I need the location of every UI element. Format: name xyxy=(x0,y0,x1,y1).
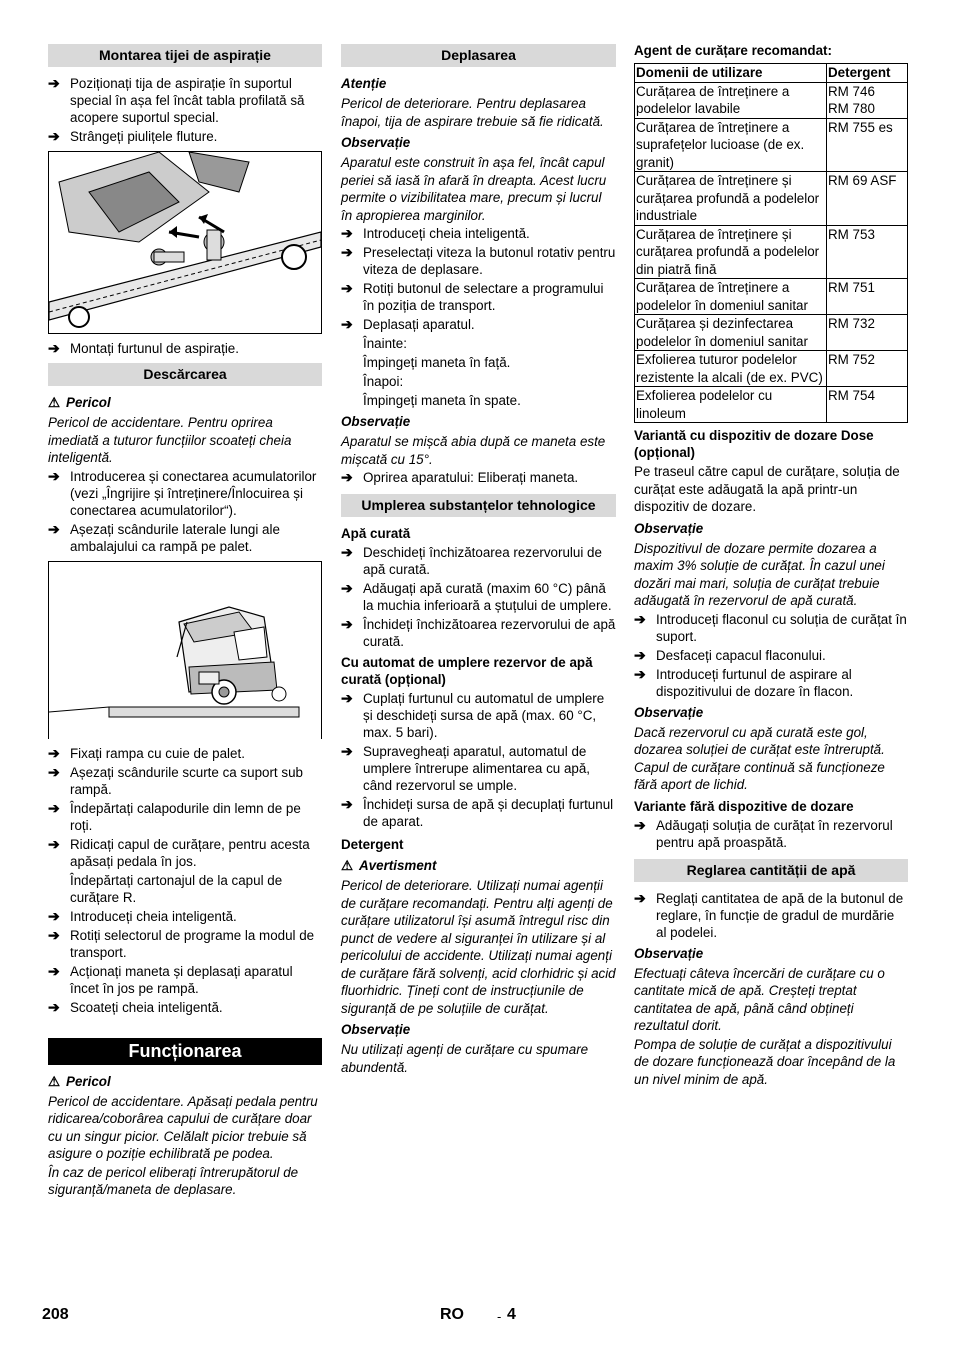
dose-text: Pe traseul către capul de curățare, soluția de curățat este adăugată la apă printr-un dispozitiv de dozare. xyxy=(634,464,900,514)
arrow-right-icon: ➔ xyxy=(48,763,60,780)
list-item xyxy=(634,647,908,664)
list-item xyxy=(341,796,616,830)
list-item xyxy=(48,521,322,555)
pericol-label: ⚠ Pericol xyxy=(48,395,111,410)
list-item-text: Strângeți piulițele fluture. xyxy=(70,129,218,144)
list-item xyxy=(341,580,616,614)
heading-agent: Agent de curățare recomandat: xyxy=(634,43,832,58)
heading-apa-curata: Apă curată xyxy=(341,526,411,541)
arrow-right-icon: ➔ xyxy=(341,316,353,332)
observatie4-label: Observație xyxy=(634,520,704,536)
table-cell-detergent: RM 754 xyxy=(827,387,908,423)
arrow-right-icon: ➔ xyxy=(341,690,353,706)
table-cell-detergent: RM 732 xyxy=(827,315,908,351)
list-item xyxy=(48,963,322,997)
list-item xyxy=(48,764,322,798)
table-row xyxy=(635,118,908,172)
list-item xyxy=(48,908,322,925)
table-header-detergent: Detergent xyxy=(827,64,908,83)
list-item-text: Rotiți butonul de selectare a programului în poziția de transport. xyxy=(363,281,604,313)
observatie6-text-2: Pompa de soluție de curățat a dispozitivului de dozare funcționează doar începând de la un nivel minim de apă. xyxy=(634,1036,896,1087)
illustration-machine-on-pallet xyxy=(48,561,322,739)
list-item-text: Așezați scândurile laterale lungi ale ambalajului ca rampă pe palet. xyxy=(70,521,280,554)
list-item xyxy=(634,611,908,645)
table-row xyxy=(635,225,908,279)
list-item xyxy=(341,244,616,278)
page-number: 208 xyxy=(42,1306,69,1323)
descarcare-steps-2 xyxy=(48,745,322,870)
footer-dash: - xyxy=(497,1309,502,1324)
table-row xyxy=(635,82,908,118)
list-item-text: Închideți închizătoarea rezervorului de apă curată. xyxy=(363,617,616,649)
table-cell-domeniu: Curățarea de întreținere și curățarea profundă a podelelor din piatră fină xyxy=(635,225,827,279)
arrow-right-icon: ➔ xyxy=(341,280,353,296)
arrow-right-icon: ➔ xyxy=(634,665,646,682)
arrow-right-icon: ➔ xyxy=(48,998,60,1015)
column-3 xyxy=(634,44,908,1089)
list-item-text: Introduceți flaconul cu soluția de curățat în suport. xyxy=(656,611,907,644)
deplasare-sub-4: Împingeți maneta în spate. xyxy=(363,393,521,408)
list-item-text: Introduceți furtunul de aspirare al dispozitivului de dozare în flacon. xyxy=(656,666,854,699)
observatie6-text-1: Efectuați câteva încercări de curățare cu o cantitate mică de apă. Creșteți treptat cantitatea de apă, până când obțineți rezultatul dorit. xyxy=(634,965,885,1033)
observatie-label: Observație xyxy=(341,135,411,150)
descarcare-substep: Îndepărtați cartonajul de la capul de curățare R. xyxy=(70,872,283,905)
table-row xyxy=(635,351,908,387)
reglare-step: ➔ Reglați cantitatea de apă de la butonul de reglare, în funcție de gradul de murdărie al podelei. xyxy=(634,889,904,940)
arrow-right-icon: ➔ xyxy=(341,796,353,812)
deplasare-steps xyxy=(341,225,616,333)
warning-triangle-icon: ⚠ xyxy=(48,1073,61,1089)
observatie3-label: Observație xyxy=(341,1022,411,1037)
observatie5-label: Observație xyxy=(634,704,704,720)
table-header-row xyxy=(635,64,908,83)
pericol2-label: ⚠ Pericol xyxy=(48,1073,111,1089)
section-number: 4 xyxy=(507,1306,516,1323)
list-item-text: Deplasați aparatul. xyxy=(363,317,475,332)
descarcare-steps-3 xyxy=(48,908,322,1016)
arrow-right-icon: ➔ xyxy=(48,744,60,761)
observatie3-text: Nu utilizați agenți de curățare cu spumare abundentă. xyxy=(341,1042,589,1075)
language-code: RO xyxy=(440,1306,464,1323)
arrow-right-icon: ➔ xyxy=(341,244,353,260)
table-cell-detergent: RM 755 es xyxy=(827,118,908,172)
heading-fara-dozare: Variante fără dispozitive de dozare xyxy=(634,798,854,814)
montare-after-step: ➔ Montați furtunul de aspirație. xyxy=(48,340,239,356)
observatie6-label: Observație xyxy=(634,945,704,961)
avertisment-text: Pericol de deteriorare. Utilizați numai agenții de curățare recomandați. Pentru alți agenți de curățare utilizatorul își asumă întregul risc din punct de vedere al siguranței în utilizare și al pericolului de accidente. Utilizați numai agenți de curățare fără solvenți, acid clorhidric și acid fluorhidric. Țineți cont de instrucțiunile de siguranță de pe soluțiile de curățat. xyxy=(341,878,616,1016)
column-2 xyxy=(341,44,616,1077)
table-row xyxy=(635,172,908,226)
arrow-right-icon: ➔ xyxy=(634,889,646,906)
observatie4-text: Dispozitivul de dozare permite dozarea a maxim 3% soluție de curățat. În cazul unei dozări mai mari, soluția de curățat trebuie adăugată în rezervorul de apă curată. xyxy=(634,540,885,608)
arrow-right-icon: ➔ xyxy=(48,520,60,537)
dose-steps xyxy=(634,611,908,700)
arrow-right-icon: ➔ xyxy=(48,467,60,484)
list-item-text: Preselectați viteza la butonul rotativ pentru viteza de deplasare. xyxy=(363,245,616,277)
arrow-right-icon: ➔ xyxy=(341,469,353,485)
list-item-text: Fixați rampa cu cuie de palet. xyxy=(70,745,245,761)
deplasare-sub-2: Împingeți maneta în față. xyxy=(363,355,511,370)
arrow-right-icon: ➔ xyxy=(341,616,353,632)
table-row xyxy=(635,315,908,351)
table-cell-detergent: RM 69 ASF xyxy=(827,172,908,226)
montare-steps xyxy=(48,75,322,145)
heading-montarea: Montarea tijei de aspirație xyxy=(48,44,322,67)
atentie-text: Pericol de deteriorare. Pentru deplasarea înapoi, tija de aspirare trebuie să fie ridicată. xyxy=(341,96,604,129)
list-item xyxy=(341,544,616,578)
heading-reglarea: Reglarea cantității de apă xyxy=(634,859,908,882)
heading-deplasarea: Deplasarea xyxy=(341,44,616,67)
illustration-suction-bar xyxy=(48,151,322,334)
list-item xyxy=(48,836,322,870)
table-cell-detergent: RM 752 xyxy=(827,351,908,387)
table-row xyxy=(635,279,908,315)
arrow-right-icon: ➔ xyxy=(634,646,646,663)
deplasare-sub-1: Înainte: xyxy=(363,336,407,351)
apa-steps xyxy=(341,544,616,650)
list-item-text: Așezați scândurile scurte ca suport sub rampă. xyxy=(70,764,303,797)
table-cell-domeniu: Exfolierea tuturor podelelor rezistente la alcali (de ex. PVC) xyxy=(635,351,827,387)
fara-step: ➔ Adăugați soluția de curățat în rezervorul pentru apă proaspătă. xyxy=(634,816,893,850)
pericol2-text-1: Pericol de accidentare. Apăsați pedala pentru ridicarea/coborârea capului de curățare doar cu un singur picior. Celălalt picior trebuie să asigure o poziție echilibrată pe podea. xyxy=(48,1093,318,1161)
arrow-right-icon: ➔ xyxy=(341,225,353,241)
list-item-text: Scoateți cheia inteligentă. xyxy=(70,999,223,1015)
table-cell-domeniu: Curățarea de întreținere a suprafețelor lucioase (de ex. granit) xyxy=(635,118,827,172)
avertisment-label: ⚠ Avertisment xyxy=(341,858,437,873)
table-header-domenii: Domenii de utilizare xyxy=(635,64,827,83)
list-item xyxy=(341,616,616,650)
list-item-text: Desfaceți capacul flaconului. xyxy=(656,647,826,663)
automat-steps xyxy=(341,690,616,830)
list-item-text: Adăugați apă curată (maxim 60 °C) până la muchia inferioară a ștuțului de umplere. xyxy=(363,581,612,613)
table-cell-detergent: RM 753 xyxy=(827,225,908,279)
column-1 xyxy=(48,44,322,1200)
list-item xyxy=(48,999,322,1016)
list-item xyxy=(48,800,322,834)
table-cell-domeniu: Curățarea și dezinfectarea podelelor în domeniul sanitar xyxy=(635,315,827,351)
arrow-right-icon: ➔ xyxy=(48,907,60,924)
table-cell-domeniu: Curățarea de întreținere și curățarea profundă a podelelor industriale xyxy=(635,172,827,226)
table-cell-detergent: RM 746 RM 780 xyxy=(827,82,908,118)
pericol2-text-2: În caz de pericol eliberați întrerupătorul de siguranță/maneta de deplasare. xyxy=(48,1164,299,1197)
list-item-text: Introduceți cheia inteligentă. xyxy=(363,226,530,241)
observatie5-text: Dacă rezervorul cu apă curată este gol, dozarea soluției de curățat este întreruptă. Capul de curățare continuă să funcționeze fără aport de lichid. xyxy=(634,724,885,792)
list-item-text: Introducerea și conectarea acumulatorilor (vezi „Îngrijire și întreținere/Înlocuirea și conectarea acumulatorilor“). xyxy=(70,468,317,518)
arrow-right-icon: ➔ xyxy=(48,128,60,144)
list-item-text: Ridicați capul de curățare, pentru acesta apăsați pedala în jos. xyxy=(70,836,310,869)
list-item-text: Închideți sursa de apă și decuplați furtunul de aparat. xyxy=(363,797,614,829)
warning-triangle-icon: ⚠ xyxy=(48,395,61,410)
arrow-right-icon: ➔ xyxy=(48,962,60,979)
list-item-text: Supravegheați aparatul, automatul de umplere întrerupe alimentarea cu apă, când rezervorul se umple. xyxy=(363,744,591,793)
list-item xyxy=(341,225,616,242)
arrow-right-icon: ➔ xyxy=(48,340,60,356)
arrow-right-icon: ➔ xyxy=(634,610,646,627)
pericol-text: Pericol de accidentare. Pentru oprirea imediată a tuturor funcțiilor scoateți cheia inteligentă. xyxy=(48,415,292,465)
arrow-right-icon: ➔ xyxy=(48,926,60,943)
heading-descarcarea: Descărcarea xyxy=(48,363,322,386)
arrow-right-icon: ➔ xyxy=(48,835,60,852)
list-item-text: Rotiți selectorul de programe la modul de transport. xyxy=(70,927,315,960)
list-item-text: Acționați maneta și deplasați aparatul încet în jos pe rampă. xyxy=(70,963,293,996)
list-item xyxy=(48,128,322,145)
arrow-right-icon: ➔ xyxy=(341,580,353,596)
arrow-right-icon: ➔ xyxy=(48,799,60,816)
warning-triangle-icon: ⚠ xyxy=(341,858,354,873)
list-item-text: Deschideți închizătoarea rezervorului de apă curată. xyxy=(363,545,602,577)
arrow-right-icon: ➔ xyxy=(341,544,353,560)
list-item xyxy=(48,927,322,961)
heading-functionarea: Funcționarea xyxy=(48,1038,322,1065)
descarcare-steps xyxy=(48,468,322,555)
list-item xyxy=(341,690,616,741)
observatie2-text: Aparatul se mișcă abia după ce maneta este mișcată cu 15°. xyxy=(341,434,606,467)
detergent-table xyxy=(634,63,908,423)
list-item xyxy=(48,468,322,519)
heading-automat: Cu automat de umplere rezervor de apă curată (opțional) xyxy=(341,655,593,687)
list-item xyxy=(48,745,322,762)
list-item xyxy=(341,280,616,314)
observatie-text: Aparatul este construit în așa fel, încât capul periei să iasă în afară în dreapta. Acest lucru permite o vizibilitatea mare, precum și lucrul în apropierea marginilor. xyxy=(341,155,607,223)
arrow-right-icon: ➔ xyxy=(341,743,353,759)
table-cell-domeniu: Curățarea de întreținere a podelelor lavabile xyxy=(635,82,827,118)
deplasare-stop-step: ➔ Oprirea aparatului: Eliberați maneta. xyxy=(341,469,579,485)
list-item xyxy=(341,316,616,333)
list-item-text: Introduceți cheia inteligentă. xyxy=(70,908,237,924)
list-item-text: Cuplați furtunul cu automatul de umplere și deschideți sursa de apă (max. 60 °C, max. 5 bari). xyxy=(363,691,605,740)
table-cell-detergent: RM 751 xyxy=(827,279,908,315)
heading-detergent: Detergent xyxy=(341,837,404,852)
list-item-text: Poziționați tija de aspirație în suportul special în așa fel încât tabla profilată să acopere suportul special. xyxy=(70,76,305,125)
heading-umplerea: Umplerea substanțelor tehnologice xyxy=(341,494,616,517)
atentie-label: Atenție xyxy=(341,76,387,91)
deplasare-sub-3: Înapoi: xyxy=(363,374,404,389)
list-item xyxy=(341,743,616,794)
list-item xyxy=(634,666,908,700)
table-cell-domeniu: Curățarea de întreținere a podelelor în domeniul sanitar xyxy=(635,279,827,315)
table-cell-domeniu: Exfolierea podelelor cu linoleum xyxy=(635,387,827,423)
arrow-right-icon: ➔ xyxy=(48,75,60,91)
observatie2-label: Observație xyxy=(341,414,411,429)
table-row xyxy=(635,387,908,423)
arrow-right-icon: ➔ xyxy=(634,816,646,833)
list-item-text: Îndepărtați calapodurile din lemn de pe roți. xyxy=(70,800,301,833)
list-item xyxy=(48,75,322,126)
heading-dose: Variantă cu dispozitiv de dozare Dose (opțional) xyxy=(634,428,874,460)
